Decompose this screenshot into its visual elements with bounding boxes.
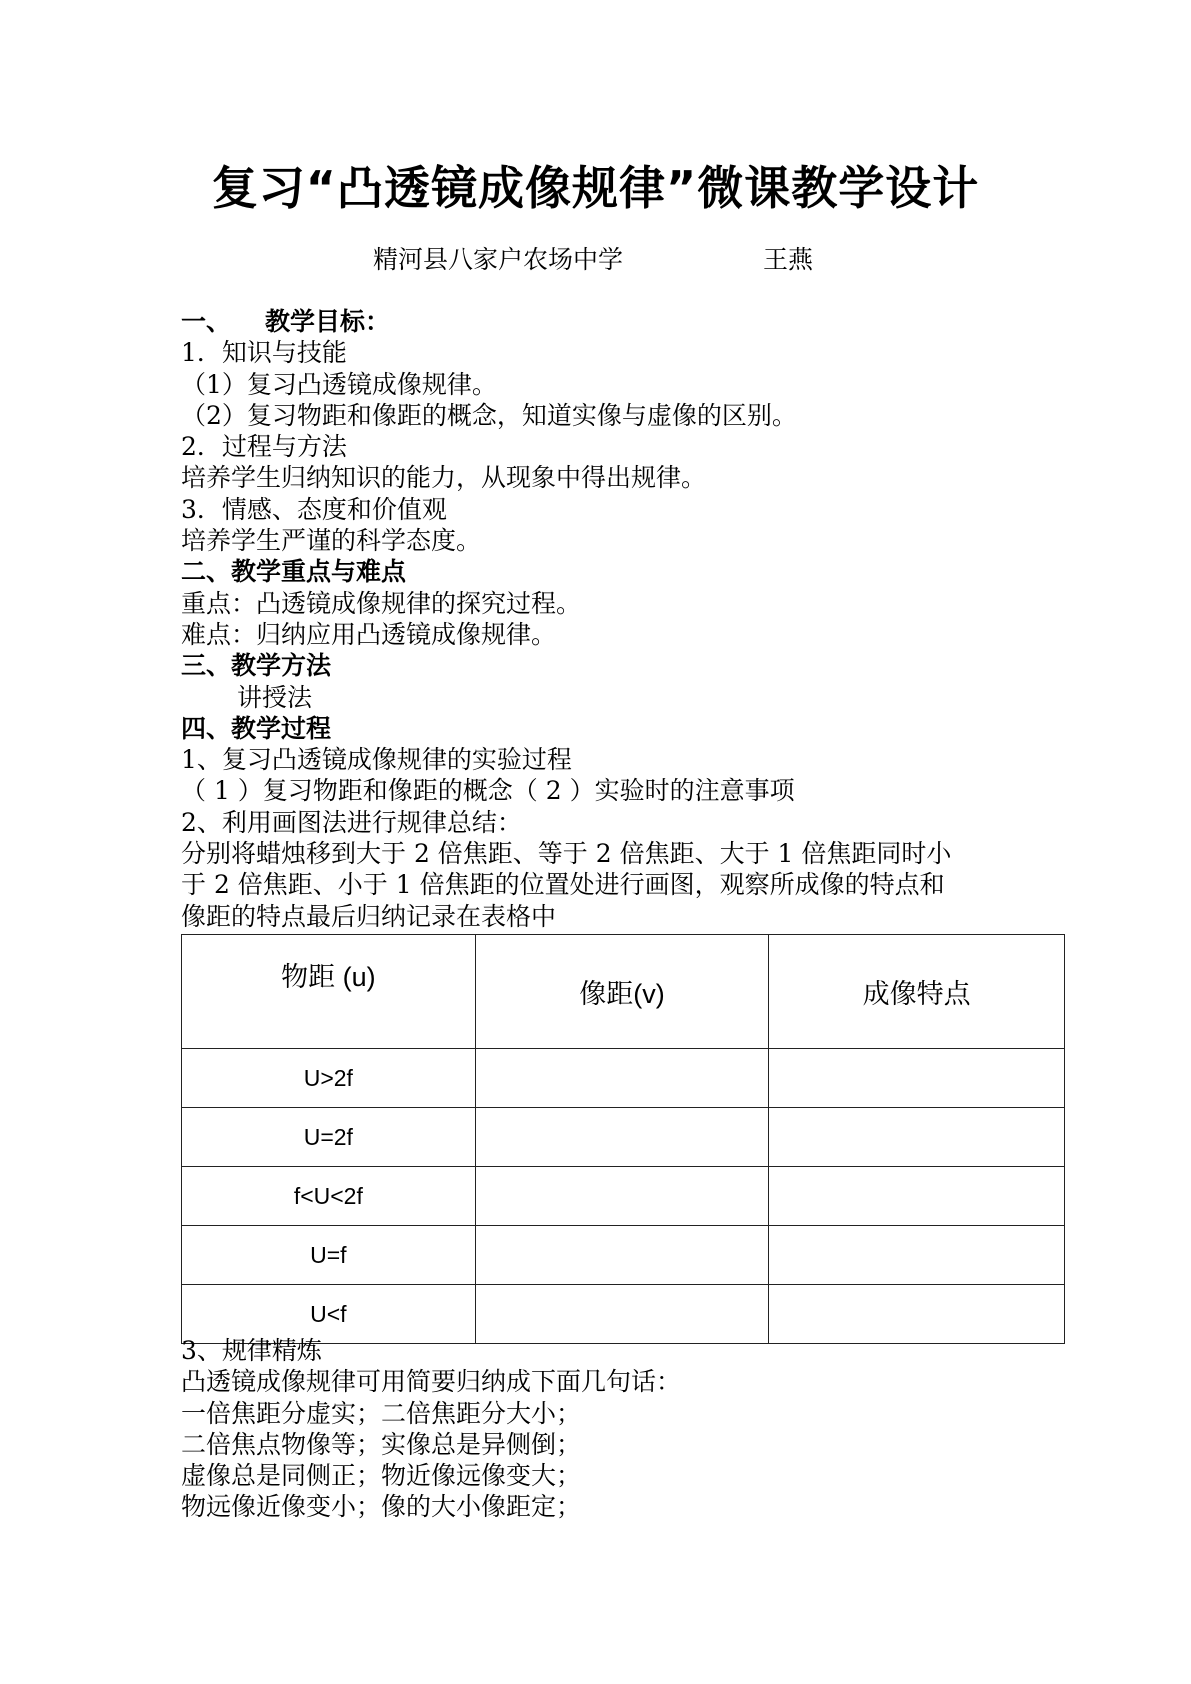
paragraph: 像距的特点最后归纳记录在表格中	[181, 901, 557, 931]
table-cell-empty	[475, 1226, 769, 1285]
author-line	[373, 244, 814, 276]
author-name: 王燕	[763, 245, 814, 274]
school-name: 精河县八家户农场中学	[373, 245, 624, 274]
paragraph: 凸透镜成像规律可用简要归纳成下面几句话：	[181, 1367, 682, 1397]
table-cell: U=2f	[182, 1108, 476, 1167]
section-heading-goals: 一、 教学目标：	[181, 307, 391, 336]
table-cell-empty	[475, 1049, 769, 1108]
paragraph: 讲授法	[237, 682, 313, 712]
paragraph: 培养学生严谨的科学态度。	[181, 526, 482, 556]
table-row	[182, 1167, 1065, 1226]
paragraph: 二倍焦点物像等；实像总是异侧倒；	[181, 1429, 582, 1459]
table-cell-empty	[769, 1226, 1065, 1285]
section-heading-method: 三、教学方法	[181, 651, 332, 681]
paragraph: 虚像总是同侧正；物近像远像变大；	[181, 1461, 582, 1491]
paragraph: 于 2 倍焦距、小于 1 倍焦距的位置处进行画图，观察所成像的特点和	[181, 870, 945, 900]
paragraph: 物远像近像变小；像的大小像距定；	[181, 1492, 582, 1522]
table-header-cell: 物距 (u)	[182, 935, 476, 1049]
paragraph: （2）复习物距和像距的概念，知道实像与虚像的区别。	[181, 400, 797, 430]
table-cell: U<f	[182, 1285, 476, 1344]
paragraph: 3．情感、态度和价值观	[181, 494, 447, 524]
paragraph: （1）复习凸透镜成像规律。	[181, 369, 497, 399]
paragraph: 分别将蜡烛移到大于 2 倍焦距、等于 2 倍焦距、大于 1 倍焦距同时小	[181, 839, 952, 869]
table-cell: f<U<2f	[182, 1167, 476, 1226]
table-header-cell: 成像特点	[769, 935, 1065, 1049]
paragraph: 1．知识与技能	[181, 338, 347, 368]
paragraph: 难点：归纳应用凸透镜成像规律。	[181, 619, 557, 649]
table-row	[182, 1108, 1065, 1167]
section-heading-focus: 二、教学重点与难点	[181, 557, 407, 587]
document-title: 复习“凸透镜成像规律”微课教学设计	[211, 161, 980, 215]
table-cell: U>2f	[182, 1049, 476, 1108]
table-header-cell: 像距(v)	[475, 935, 769, 1049]
paragraph: 培养学生归纳知识的能力，从现象中得出规律。	[181, 463, 707, 493]
section-heading-process: 四、教学过程	[181, 713, 332, 743]
imaging-table	[181, 934, 1065, 1344]
table-row	[182, 1226, 1065, 1285]
paragraph: 1、复习凸透镜成像规律的实验过程	[181, 745, 572, 775]
summary-section	[181, 1335, 1041, 1523]
paragraph: 3、规律精炼	[181, 1336, 322, 1365]
table-cell-empty	[769, 1167, 1065, 1226]
paragraph: 2、利用画图法进行规律总结：	[181, 807, 522, 837]
table-cell-empty	[475, 1108, 769, 1167]
paragraph: 一倍焦距分虚实；二倍焦距分大小；	[181, 1398, 582, 1428]
table-row	[182, 1049, 1065, 1108]
table-cell-empty	[475, 1167, 769, 1226]
paragraph: 2．过程与方法	[181, 432, 347, 462]
paragraph: 重点：凸透镜成像规律的探究过程。	[181, 588, 582, 618]
table-header-row	[182, 935, 1065, 1049]
document-body	[181, 306, 1041, 932]
table-cell-empty	[769, 1108, 1065, 1167]
table-cell-empty	[769, 1049, 1065, 1108]
table-cell: U=f	[182, 1226, 476, 1285]
paragraph: （ 1 ）复习物距和像距的概念（ 2 ）实验时的注意事项	[181, 776, 795, 806]
